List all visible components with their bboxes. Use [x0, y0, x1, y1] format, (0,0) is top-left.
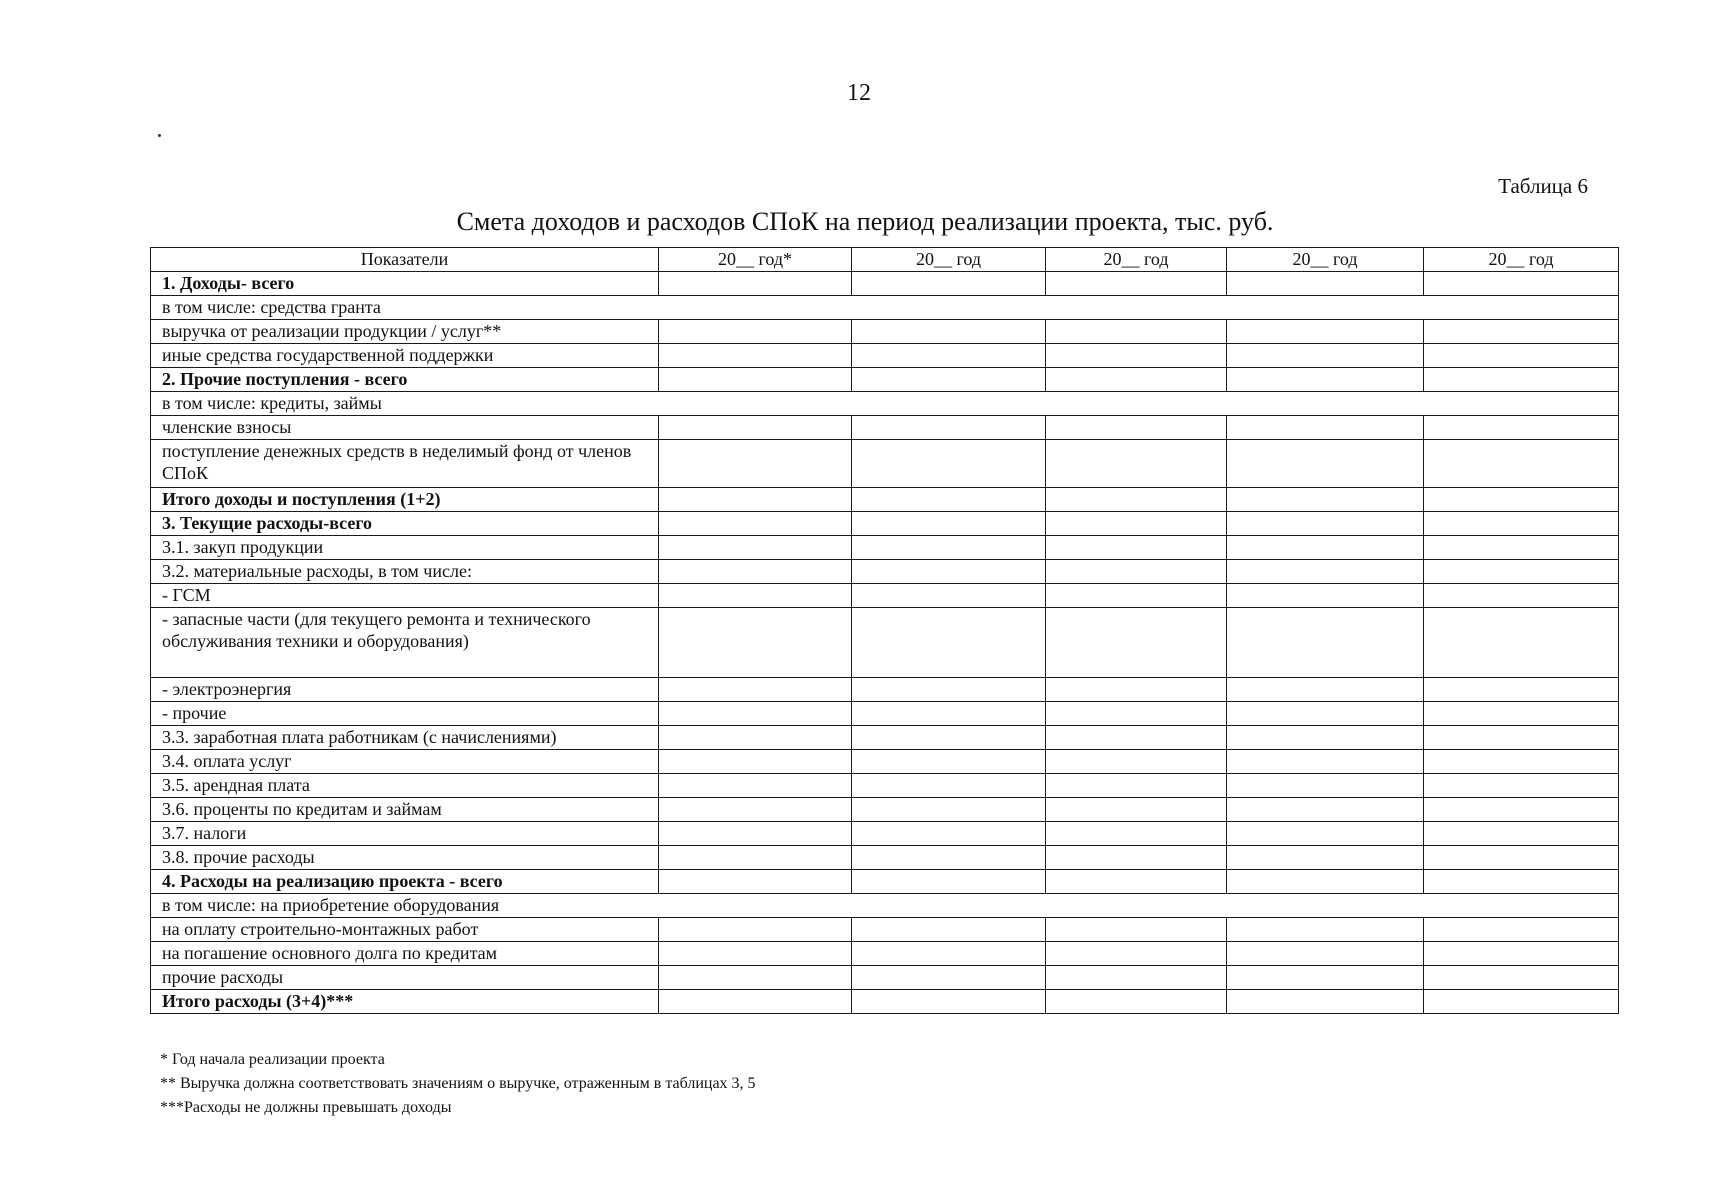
row-label: 3.7. налоги: [151, 822, 659, 846]
merged-cell: [659, 296, 1619, 320]
value-cell[interactable]: [1227, 344, 1424, 368]
value-cell[interactable]: [1046, 416, 1227, 440]
table-row: [151, 822, 1619, 846]
value-cell[interactable]: [1227, 822, 1424, 846]
table-row: [151, 798, 1619, 822]
scan-dot: [158, 134, 161, 137]
value-cell[interactable]: [659, 750, 852, 774]
value-cell[interactable]: [659, 846, 852, 870]
value-cell[interactable]: [852, 918, 1046, 942]
table-row: [151, 774, 1619, 798]
value-cell[interactable]: [852, 750, 1046, 774]
header-year-5: 20__ год: [1424, 248, 1619, 272]
row-label: Итого доходы и поступления (1+2): [151, 488, 659, 512]
header-indicators: Показатели: [151, 248, 659, 272]
value-cell[interactable]: [659, 702, 852, 726]
row-label: 3.5. арендная плата: [151, 774, 659, 798]
table-row: [151, 368, 1619, 392]
value-cell[interactable]: [1227, 512, 1424, 536]
value-cell[interactable]: [1227, 942, 1424, 966]
table-row: [151, 750, 1619, 774]
row-label: на оплату строительно-монтажных работ: [151, 918, 659, 942]
value-cell[interactable]: [1046, 512, 1227, 536]
value-cell[interactable]: [1424, 798, 1619, 822]
value-cell[interactable]: [1424, 822, 1619, 846]
table-row: [151, 512, 1619, 536]
value-cell[interactable]: [659, 536, 852, 560]
value-cell[interactable]: [852, 488, 1046, 512]
row-label: членские взносы: [151, 416, 659, 440]
value-cell[interactable]: [659, 608, 852, 678]
value-cell[interactable]: [1046, 870, 1227, 894]
value-cell[interactable]: [1424, 726, 1619, 750]
value-cell[interactable]: [852, 774, 1046, 798]
value-cell[interactable]: [1424, 368, 1619, 392]
merged-cell: [659, 392, 1619, 416]
value-cell[interactable]: [852, 702, 1046, 726]
value-cell[interactable]: [852, 368, 1046, 392]
value-cell[interactable]: [659, 918, 852, 942]
row-label: иные средства государственной поддержки: [151, 344, 659, 368]
value-cell[interactable]: [1424, 344, 1619, 368]
value-cell[interactable]: [659, 344, 852, 368]
table-row: [151, 678, 1619, 702]
value-cell[interactable]: [1424, 774, 1619, 798]
table-row: [151, 296, 1619, 320]
value-cell[interactable]: [659, 726, 852, 750]
value-cell[interactable]: [1227, 440, 1424, 488]
row-label: 3.8. прочие расходы: [151, 846, 659, 870]
value-cell[interactable]: [1046, 678, 1227, 702]
value-cell[interactable]: [659, 416, 852, 440]
value-cell[interactable]: [1424, 272, 1619, 296]
value-cell[interactable]: [1424, 990, 1619, 1014]
value-cell[interactable]: [1046, 822, 1227, 846]
row-label: - запасные части (для текущего ремонта и технического обслуживания техники и оборудования): [151, 608, 659, 678]
value-cell[interactable]: [1227, 726, 1424, 750]
value-cell[interactable]: [1424, 536, 1619, 560]
header-year-3: 20__ год: [1046, 248, 1227, 272]
value-cell[interactable]: [852, 512, 1046, 536]
value-cell[interactable]: [659, 512, 852, 536]
value-cell[interactable]: [1424, 870, 1619, 894]
footnote: ** Выручка должна соответствовать значениям о выручке, отраженным в таблицах 3, 5: [160, 1075, 756, 1092]
value-cell[interactable]: [1424, 750, 1619, 774]
table-row: [151, 966, 1619, 990]
value-cell[interactable]: [1046, 584, 1227, 608]
table-row: [151, 894, 1619, 918]
table-row: [151, 918, 1619, 942]
table-header-row: [151, 248, 1619, 272]
value-cell[interactable]: [659, 798, 852, 822]
value-cell[interactable]: [852, 536, 1046, 560]
row-label: - электроэнергия: [151, 678, 659, 702]
row-label: в том числе: на приобретение оборудования: [151, 894, 659, 918]
value-cell[interactable]: [1046, 560, 1227, 584]
row-label: поступление денежных средств в неделимый фонд от членов СПоК: [151, 440, 659, 488]
row-label: - ГСМ: [151, 584, 659, 608]
value-cell[interactable]: [1227, 368, 1424, 392]
value-cell[interactable]: [852, 320, 1046, 344]
table-row: [151, 846, 1619, 870]
value-cell[interactable]: [1227, 990, 1424, 1014]
row-label: 2. Прочие поступления - всего: [151, 368, 659, 392]
value-cell[interactable]: [659, 584, 852, 608]
value-cell[interactable]: [1046, 918, 1227, 942]
value-cell[interactable]: [1046, 368, 1227, 392]
table-row: [151, 536, 1619, 560]
table-label: Таблица 6: [1498, 174, 1588, 198]
value-cell[interactable]: [659, 560, 852, 584]
value-cell[interactable]: [1424, 584, 1619, 608]
value-cell[interactable]: [659, 320, 852, 344]
value-cell[interactable]: [1227, 702, 1424, 726]
value-cell[interactable]: [1046, 942, 1227, 966]
row-label: 3. Текущие расходы-всего: [151, 512, 659, 536]
value-cell[interactable]: [1424, 608, 1619, 678]
value-cell[interactable]: [1046, 726, 1227, 750]
value-cell[interactable]: [1424, 440, 1619, 488]
value-cell[interactable]: [1046, 966, 1227, 990]
value-cell[interactable]: [852, 416, 1046, 440]
table-row: [151, 344, 1619, 368]
table-row: [151, 272, 1619, 296]
table-row: [151, 990, 1619, 1014]
header-year-4: 20__ год: [1227, 248, 1424, 272]
table-row: [151, 392, 1619, 416]
table-row: [151, 702, 1619, 726]
value-cell[interactable]: [1227, 320, 1424, 344]
value-cell[interactable]: [659, 870, 852, 894]
value-cell[interactable]: [1046, 272, 1227, 296]
table-row: [151, 584, 1619, 608]
value-cell[interactable]: [1046, 320, 1227, 344]
value-cell[interactable]: [1046, 344, 1227, 368]
value-cell[interactable]: [1424, 702, 1619, 726]
footnote: * Год начала реализации проекта: [160, 1051, 385, 1068]
value-cell[interactable]: [1424, 416, 1619, 440]
value-cell[interactable]: [852, 560, 1046, 584]
value-cell[interactable]: [852, 870, 1046, 894]
value-cell[interactable]: [1227, 608, 1424, 678]
row-label: 4. Расходы на реализацию проекта - всего: [151, 870, 659, 894]
row-label: прочие расходы: [151, 966, 659, 990]
value-cell[interactable]: [852, 584, 1046, 608]
value-cell[interactable]: [1227, 846, 1424, 870]
value-cell[interactable]: [1046, 608, 1227, 678]
value-cell[interactable]: [852, 440, 1046, 488]
value-cell[interactable]: [659, 774, 852, 798]
value-cell[interactable]: [659, 822, 852, 846]
value-cell[interactable]: [852, 344, 1046, 368]
value-cell[interactable]: [1046, 488, 1227, 512]
row-label: в том числе: средства гранта: [151, 296, 659, 320]
row-label: Итого расходы (3+4)***: [151, 990, 659, 1014]
value-cell[interactable]: [1424, 320, 1619, 344]
value-cell[interactable]: [1424, 846, 1619, 870]
table-row: [151, 488, 1619, 512]
value-cell[interactable]: [1046, 846, 1227, 870]
value-cell[interactable]: [1046, 440, 1227, 488]
header-year-2: 20__ год: [852, 248, 1046, 272]
value-cell[interactable]: [1046, 702, 1227, 726]
value-cell[interactable]: [1424, 678, 1619, 702]
header-year-1: 20__ год*: [659, 248, 852, 272]
value-cell[interactable]: [659, 942, 852, 966]
row-label: выручка от реализации продукции / услуг**: [151, 320, 659, 344]
value-cell[interactable]: [852, 726, 1046, 750]
value-cell[interactable]: [1227, 678, 1424, 702]
value-cell[interactable]: [1227, 584, 1424, 608]
value-cell[interactable]: [1046, 750, 1227, 774]
value-cell[interactable]: [1424, 942, 1619, 966]
value-cell[interactable]: [852, 272, 1046, 296]
value-cell[interactable]: [1046, 774, 1227, 798]
value-cell[interactable]: [1227, 560, 1424, 584]
value-cell[interactable]: [1424, 560, 1619, 584]
value-cell[interactable]: [852, 822, 1046, 846]
value-cell[interactable]: [1227, 774, 1424, 798]
table-row: [151, 320, 1619, 344]
value-cell[interactable]: [852, 798, 1046, 822]
table-row: [151, 440, 1619, 488]
value-cell[interactable]: [1424, 918, 1619, 942]
row-label: 1. Доходы- всего: [151, 272, 659, 296]
value-cell[interactable]: [1227, 918, 1424, 942]
table-row: [151, 608, 1619, 678]
row-label: 3.1. закуп продукции: [151, 536, 659, 560]
value-cell[interactable]: [1227, 798, 1424, 822]
value-cell[interactable]: [852, 966, 1046, 990]
value-cell[interactable]: [659, 678, 852, 702]
value-cell[interactable]: [1227, 272, 1424, 296]
value-cell[interactable]: [1227, 488, 1424, 512]
table-row: [151, 942, 1619, 966]
footnote: ***Расходы не должны превышать доходы: [160, 1099, 452, 1116]
value-cell[interactable]: [1424, 512, 1619, 536]
row-label: на погашение основного долга по кредитам: [151, 942, 659, 966]
row-label: 3.2. материальные расходы, в том числе:: [151, 560, 659, 584]
value-cell[interactable]: [659, 440, 852, 488]
value-cell[interactable]: [659, 272, 852, 296]
row-label: 3.6. проценты по кредитам и займам: [151, 798, 659, 822]
value-cell[interactable]: [659, 990, 852, 1014]
page-number: 12: [847, 80, 871, 106]
table-row: [151, 870, 1619, 894]
value-cell[interactable]: [659, 966, 852, 990]
value-cell[interactable]: [1046, 536, 1227, 560]
row-label: в том числе: кредиты, займы: [151, 392, 659, 416]
row-label: 3.4. оплата услуг: [151, 750, 659, 774]
value-cell[interactable]: [1227, 870, 1424, 894]
value-cell[interactable]: [659, 368, 852, 392]
row-label: - прочие: [151, 702, 659, 726]
estimate-table: [150, 247, 1619, 1014]
row-label: 3.3. заработная плата работникам (с начислениями): [151, 726, 659, 750]
value-cell[interactable]: [852, 942, 1046, 966]
value-cell[interactable]: [1424, 488, 1619, 512]
value-cell[interactable]: [1227, 750, 1424, 774]
value-cell[interactable]: [1227, 416, 1424, 440]
table-row: [151, 416, 1619, 440]
value-cell[interactable]: [852, 678, 1046, 702]
value-cell[interactable]: [852, 846, 1046, 870]
merged-cell: [659, 894, 1619, 918]
value-cell[interactable]: [1046, 990, 1227, 1014]
value-cell[interactable]: [852, 990, 1046, 1014]
footnotes: [160, 1048, 756, 1120]
value-cell[interactable]: [1046, 798, 1227, 822]
table-row: [151, 560, 1619, 584]
document-title: Смета доходов и расходов СПоК на период реализации проекта, тыс. руб.: [456, 207, 1274, 236]
value-cell[interactable]: [852, 608, 1046, 678]
value-cell[interactable]: [1227, 536, 1424, 560]
table-row: [151, 726, 1619, 750]
value-cell[interactable]: [659, 488, 852, 512]
value-cell[interactable]: [1227, 966, 1424, 990]
value-cell[interactable]: [1424, 966, 1619, 990]
